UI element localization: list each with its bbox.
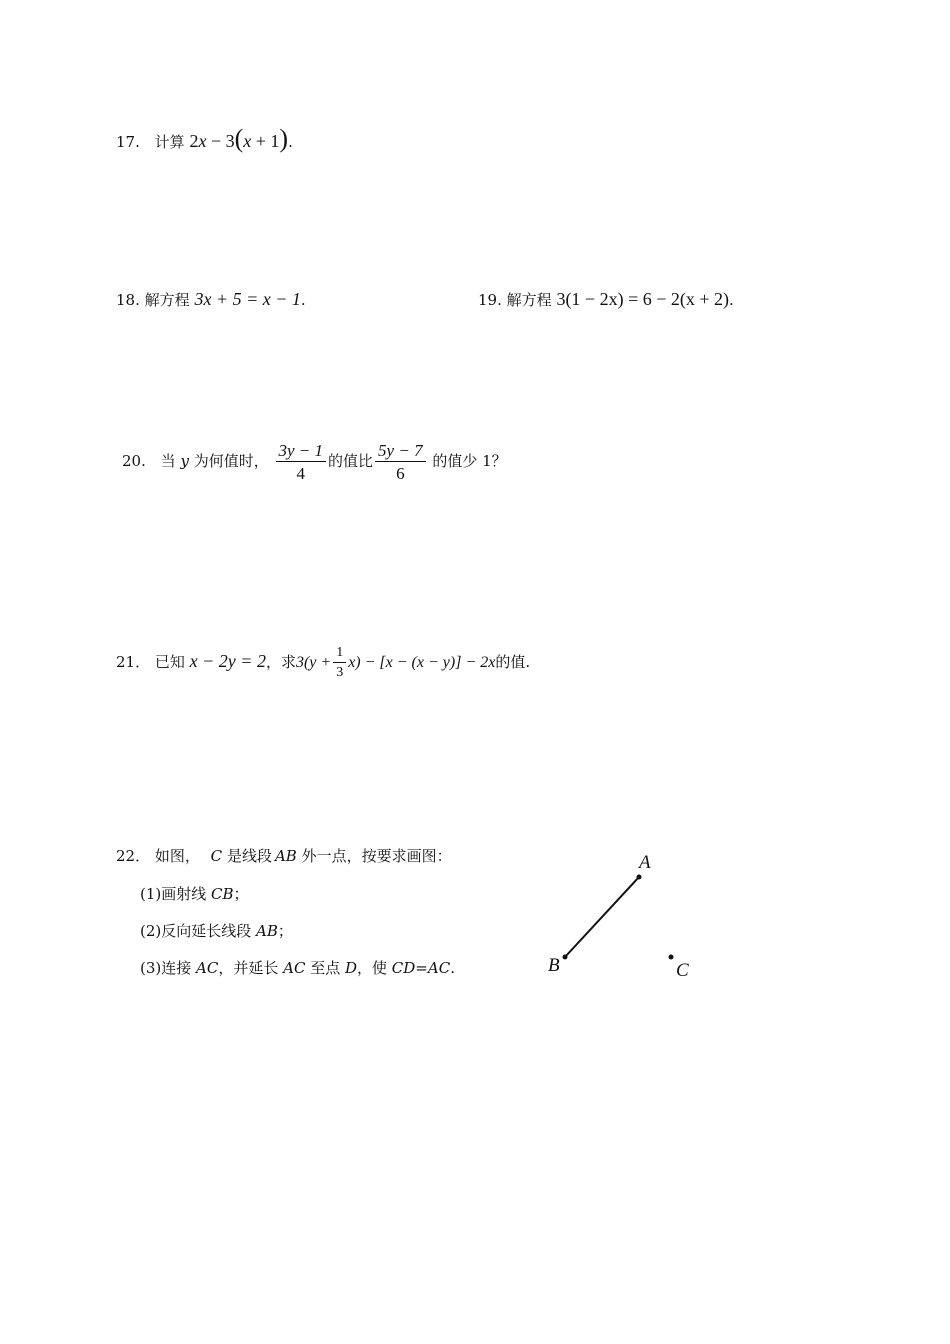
question-text: 解方程 <box>506 291 552 309</box>
question-number: 19. <box>478 291 502 309</box>
point-c-dot <box>669 955 674 960</box>
point-b-dot <box>563 955 568 960</box>
condition: x − 2y = 2 <box>189 651 266 671</box>
fraction: $\frac{1}{3}$ <box>333 646 346 680</box>
question-21: 21． 已知 x − 2y = 2，求3(y + $\frac{1}{3}$ x) − [x − (x − y)] − 2x的值. <box>116 645 531 680</box>
expression-part-a: 3(y + <box>295 654 332 671</box>
question-number: 22． <box>116 847 151 865</box>
question-18: 18. 解方程 3x + 5 = x − 1. <box>116 289 306 309</box>
question-text: 解方程 <box>144 291 190 309</box>
point-a-label: A <box>639 852 651 873</box>
fraction-1: $\frac{3y - 1}{4}$ <box>276 442 327 482</box>
question-number: 21． <box>116 653 151 671</box>
question-text: 计算 <box>154 133 185 151</box>
question-19: 19. 解方程 3(1 − 2x) = 6 − 2(x + 2). <box>478 289 734 309</box>
question-number: 20. <box>122 452 146 470</box>
expression-part-b: x) − [x − (x − y)] − 2x <box>348 654 496 671</box>
point-b-label: B <box>548 955 560 976</box>
equation: 3(1 − 2x) = 6 − 2(x + 2) <box>556 289 730 309</box>
expression: 2x − 3(x + 1) <box>189 124 289 153</box>
question-22-item-1: (1)画射线 CB； <box>140 885 249 903</box>
question-20: 20. 当 y 为何值时， $\frac{3y - 1}{4}$ 的值比 $\frac{5y - 7}{6}$ 的值少 1？ <box>122 441 507 483</box>
point-a-dot <box>637 875 642 880</box>
question-number: 18. <box>116 291 140 309</box>
question-number: 17. <box>116 133 140 151</box>
segment-ab <box>565 877 639 957</box>
equation: 3x + 5 = x − 1 <box>194 289 301 309</box>
question-22-item-3: (3)连接 AC，并延长 AC 至点 D，使 CD=AC. <box>140 959 455 977</box>
fraction-2: $\frac{5y - 7}{6}$ <box>375 442 426 482</box>
question-22: 22． 如图， C 是线段 AB 外一点，按要求画图： <box>116 847 452 865</box>
question-22-item-2: (2)反向延长线段 AB； <box>140 922 293 940</box>
point-c-label: C <box>676 960 689 981</box>
question-17: 17. 计算 2x − 3(x + 1). <box>116 124 293 153</box>
